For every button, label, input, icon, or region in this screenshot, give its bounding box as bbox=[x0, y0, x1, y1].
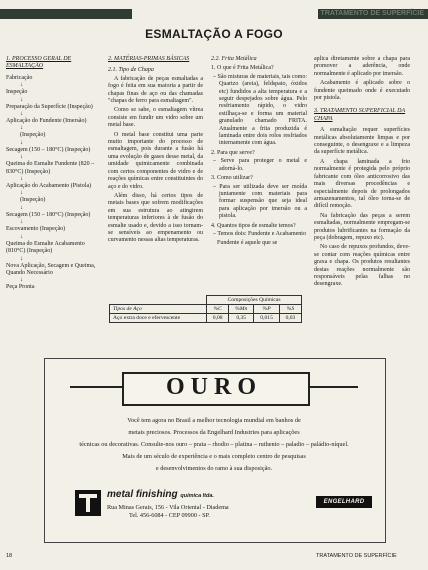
ad-text-line: Você tem agora no Brasil a melhor tecnologia mundial em banhos de bbox=[127, 417, 301, 424]
engelhard-logo: ENGELHARD bbox=[316, 496, 372, 508]
section-heading-surface: 3. TRATAMENTO SUPERFICIAL DA CHAPA bbox=[314, 108, 406, 122]
section-heading-process: 1. PROCESSO GERAL DE ESMALTAÇÃO bbox=[6, 56, 72, 70]
subheading-frit: 2.2. Frita Metálica bbox=[211, 56, 257, 62]
table-header-row bbox=[110, 305, 302, 314]
flow-step: Fabricação bbox=[6, 74, 33, 81]
flow-step: Escovamento (Inspeção) bbox=[6, 226, 66, 233]
table-header: %Mn bbox=[229, 305, 254, 314]
flow-step: (Inspeção) bbox=[20, 132, 46, 139]
ouro-rule-left bbox=[70, 386, 122, 388]
paragraph: No caso de repuxos profundos, deve-se contar com reações químicas entre graxa e chapa. Os produtos resultantes destas reações normalmente são responsáveis pelas falhas no desengraxe. bbox=[314, 244, 410, 288]
header-bar-right bbox=[318, 9, 428, 19]
question: 3. Como utilizar? bbox=[211, 175, 253, 182]
flow-step: (Inspeção) bbox=[20, 197, 46, 204]
arrow-down-icon: ↓ bbox=[20, 255, 23, 262]
company-contact bbox=[107, 504, 229, 520]
flow-step: Aplicação do Fundente (Imersão) bbox=[6, 118, 87, 125]
question: 4. Quantos tipos de esmalte temos? bbox=[211, 222, 296, 229]
column-materials bbox=[108, 56, 203, 247]
ouro-rule-right bbox=[306, 386, 358, 388]
company-name bbox=[107, 489, 214, 500]
table-group-header: Composições Químicas bbox=[207, 296, 302, 305]
answer: – Serve para proteger o metal e adorná-lo. bbox=[213, 158, 307, 172]
page-title: ESMALTAÇÃO A FOGO bbox=[145, 27, 283, 41]
arrow-down-icon: ↓ bbox=[20, 96, 23, 103]
header-bar-left bbox=[0, 9, 132, 19]
table-header: Tipos de Aço bbox=[110, 305, 207, 314]
arrow-down-icon: ↓ bbox=[20, 190, 23, 197]
arrow-down-icon: ↓ bbox=[20, 125, 23, 132]
answer: Fundente é aquele que se bbox=[217, 240, 278, 247]
table-cell: 0,35 bbox=[229, 314, 254, 323]
flow-step: Aplicação do Acabamento (Pistola) bbox=[6, 183, 92, 190]
ad-text-line: Mais de um século de experiência e o mais completo centro de pesquisas bbox=[122, 453, 306, 460]
column-process bbox=[6, 56, 102, 292]
answer: – São misturas de materiais, tais como: Quartzo (areia), feldspato, óxidos etc) fundidos a alta temperatura e a seguir despejados sobre água. Pelo resfriamento rápido, o vidro estilhaça-se e forma um material granulado chamado FRITA. Atualmente a frita produzida é laminada entre dois rolos resfriados internamente com água. bbox=[213, 73, 307, 147]
paragraph: Na fabricação das peças a serem esmaltadas, normalmente empregam-se produtos lubrificantes na formação da peça (dobragem, repuxo etc). bbox=[314, 212, 410, 241]
metal-finishing-logo-icon bbox=[75, 490, 101, 516]
arrow-down-icon: ↓ bbox=[20, 82, 23, 89]
section-heading-materials: 2. MATÉRIAS-PRIMAS BÁSICAS bbox=[108, 56, 190, 62]
arrow-down-icon: ↓ bbox=[20, 139, 23, 146]
table-cell: Aço extra doce e efervescente bbox=[110, 314, 207, 323]
ad-text-line: e desenvolvimentos do ramo à sua disposição. bbox=[155, 465, 273, 472]
arrow-down-icon: ↓ bbox=[20, 176, 23, 183]
flow-step: Queima do Esmalte Fundente (820 – 830°C) (Inspeção) bbox=[6, 161, 95, 175]
answer: – Temos dois: Fundente e Acabamento bbox=[213, 230, 306, 237]
table-header: %P bbox=[254, 305, 280, 314]
paragraph: aplica diretamente sobre a chapa para promover a aderência, onde normalmente é aplicado por imersão. bbox=[314, 56, 410, 77]
ad-text-line: metais preciosos. Processos da Engelhard Industries para aplicações bbox=[128, 429, 300, 436]
flow-step: Peça Pronta bbox=[6, 284, 35, 291]
company-name-suffix: química ltda. bbox=[180, 493, 214, 499]
flow-step: Queima do Esmalte Acabamento (810°C) (Inspeção) bbox=[6, 240, 85, 255]
table-cell: 0,015 bbox=[254, 314, 280, 323]
flow-step: Inspeção bbox=[6, 89, 28, 96]
top-header-bar bbox=[0, 6, 428, 22]
arrow-down-icon: ↓ bbox=[20, 111, 23, 118]
footer-section-label: TRATAMENTO DE SUPERFÍCIE bbox=[316, 553, 397, 559]
header-label: TRATAMENTO DE SUPERFÍCIE bbox=[320, 10, 424, 17]
paragraph: A chapa laminada a frio normalmente é protegida pelo próprio fabricante com óleo anticorrosivo das mais diversas procedências e especialmente depois de prolongados armazenamentos, tal óleo torna-se de difícil remoção. bbox=[314, 158, 410, 210]
flow-step: Secagem (150 – 180°C) (Inspeção) bbox=[6, 211, 91, 218]
table-header: %S bbox=[279, 305, 301, 314]
company-address: Rua Minas Gerais, 156 - Vila Oriental - Diadema bbox=[107, 504, 229, 511]
arrow-down-icon: ↓ bbox=[20, 233, 23, 240]
paragraph: Além disso, há certos tipos de metais bases que sofrem modificações em sua estrutura ao atingirem temperaturas inferiores à de fusão do esmalte usado e, devido a isso tornam-se sensíveis ao empenamento ou curvamento nessas altas temperaturas. bbox=[108, 192, 203, 244]
paragraph: A esmaltação requer superfícies metálicas absolutamente limpas e por conseguinte, o desengraxe e a limpeza da superfície metálica. bbox=[314, 127, 410, 156]
column-surface bbox=[314, 56, 410, 291]
table-cell: 0,08 bbox=[207, 314, 229, 323]
table-group-header-row bbox=[110, 296, 302, 305]
company-name-main: metal finishing bbox=[107, 489, 178, 500]
table-row bbox=[110, 314, 302, 323]
company-phone: Tel. 456-6084 - CEP 09900 - SP. bbox=[129, 512, 210, 519]
subheading-sheet-type: 2.1. Tipo de Chapa bbox=[108, 67, 154, 74]
flow-step: Preparação da Superfície (Inspeção) bbox=[6, 103, 93, 110]
paragraph: A fabricação de peças esmaltadas a fogo é feita em sua maioria a partir de chapas finas de aço ou das chamadas "chapas de ferro para esmaltagem". bbox=[108, 75, 203, 105]
page-number: 18 bbox=[6, 553, 13, 559]
question: 2. Para que serve? bbox=[211, 149, 255, 156]
flow-step: Nova Aplicação, Secagem e Queima, Quando Necessário bbox=[6, 262, 96, 276]
table-cell: 0,03 bbox=[279, 314, 301, 323]
process-flow bbox=[6, 75, 102, 292]
question: 1. O que é Frita Metálica? bbox=[211, 65, 274, 72]
table-header: %C bbox=[207, 305, 229, 314]
chemical-composition-table bbox=[109, 295, 302, 323]
paragraph: O metal base constitui uma parte muito importante do processo de esmaltagem, pois durante a fusão há uma evolução de gases desse metal, da umidade quimicamente combinada com certos componentes de vidro e de reações químicas entre constituintes do aço e do vidro. bbox=[108, 131, 203, 190]
arrow-down-icon: ↓ bbox=[20, 154, 23, 161]
paragraph: Acabamento é aplicado sobre o fundente queimado onde é executado por pistola. bbox=[314, 80, 410, 102]
arrow-down-icon: ↓ bbox=[20, 219, 23, 226]
ad-headline: OURO bbox=[166, 374, 262, 400]
column-frit bbox=[211, 56, 307, 250]
arrow-down-icon: ↓ bbox=[20, 204, 23, 211]
arrow-down-icon: ↓ bbox=[20, 277, 23, 284]
flow-step: Secagem (150 – 180°C) (Inspeção) bbox=[6, 146, 91, 153]
paragraph: Como se sabe, o esmaltagem vítrea consiste em fundir um vidro sobre um metal base. bbox=[108, 107, 203, 129]
ad-text-line: técnicas ou decorativas. Consulte-nos ouro – prata – rhodio – platina – ruthenio – paladio – paládio-níquel. bbox=[79, 441, 349, 448]
answer: – Para ser utilizada deve ser moída juntamente com materiais para formar suspensão que seja ideal para aplicação por imersão ou a pistola. bbox=[213, 183, 307, 220]
